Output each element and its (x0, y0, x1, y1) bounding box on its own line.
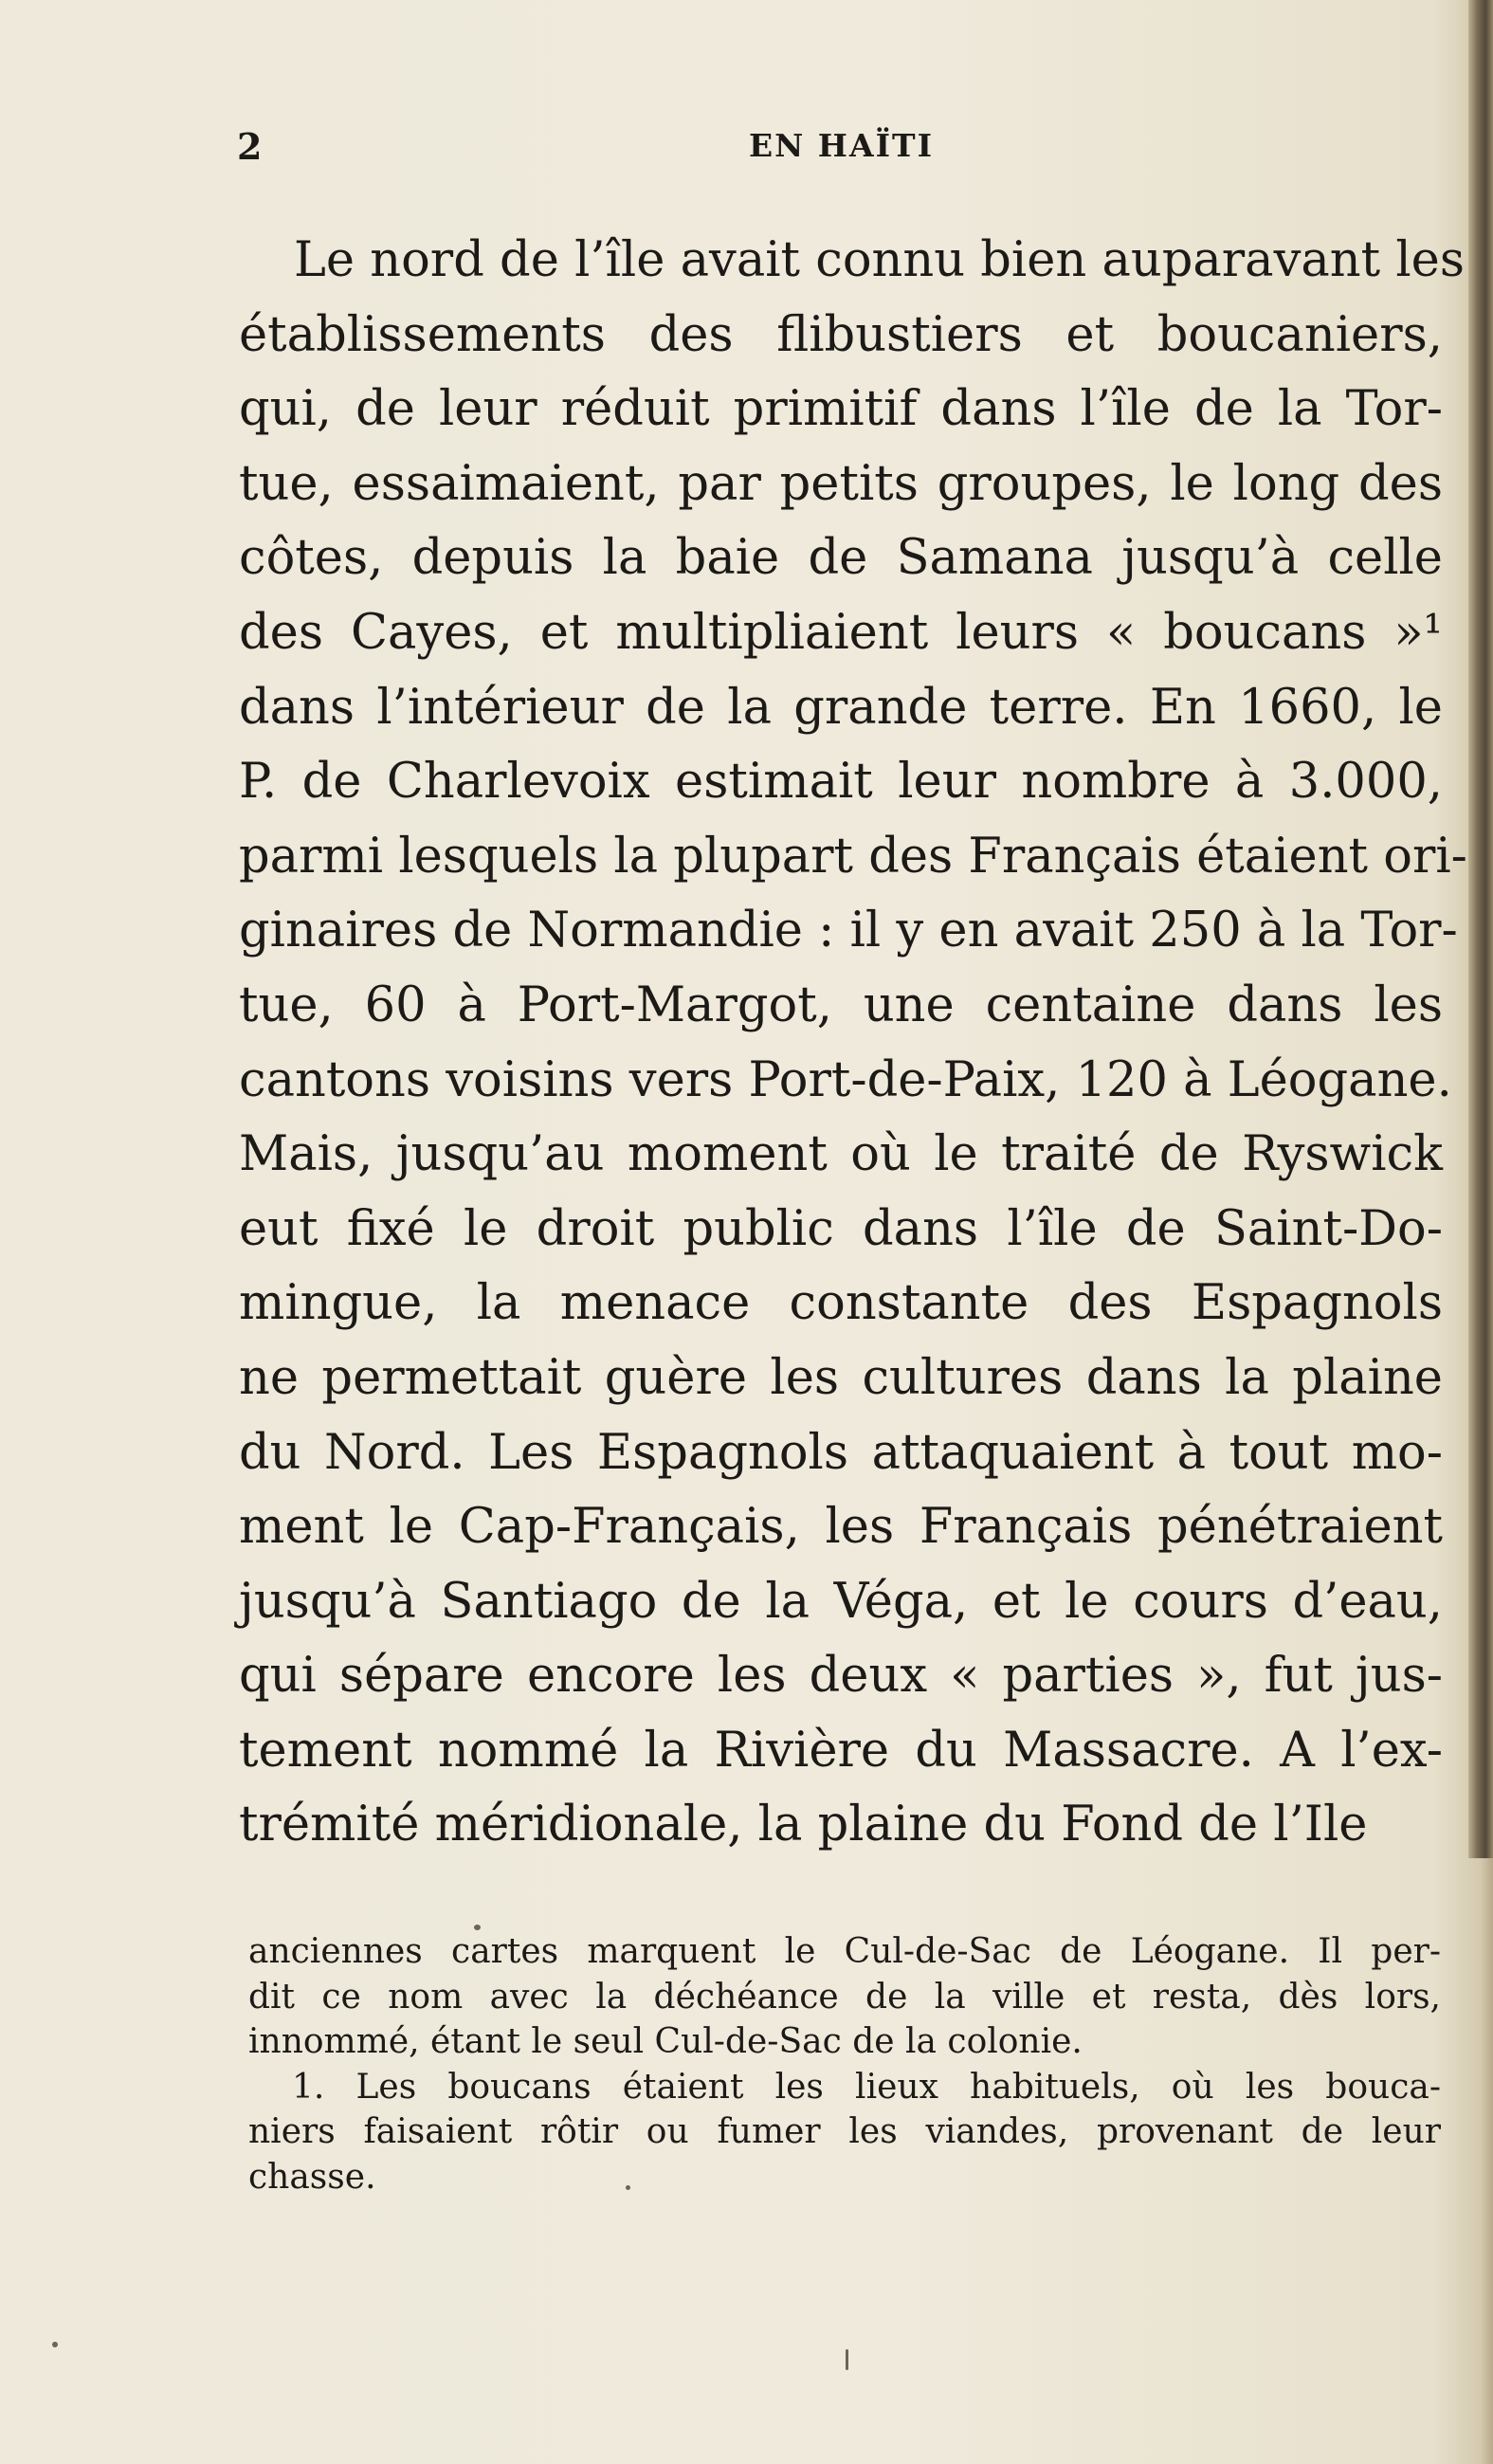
footnote-line: chasse. (248, 2157, 376, 2197)
body-line: mingue, la menace constante des Espagnols (239, 1275, 1443, 1332)
footnote-line: innommé, étant le seul Cul-de-Sac de la colonie. (248, 2022, 1083, 2061)
page-header (237, 125, 1450, 182)
footnote-line: niers faisaient rôtir ou fumer les viandes, provenant de leur (248, 2112, 1441, 2151)
body-line: Mais, jusqu’au moment où le traité de Ryswick (239, 1126, 1443, 1183)
body-line: qui sépare encore les deux « parties », fut jus- (239, 1648, 1443, 1705)
body-line: cantons voisins vers Port-de-Paix, 120 à Léogane. (239, 1051, 1452, 1108)
body-line: tement nommé la Rivière du Massacre. A l’ex- (239, 1722, 1443, 1779)
body-line: parmi lesquels la plupart des Français étaient ori- (239, 828, 1467, 885)
body-line: Le nord de l’île avait connu bien auparavant les (294, 232, 1466, 288)
body-line: ne permettait guère les cultures dans la plaine (239, 1349, 1443, 1406)
body-line: P. de Charlevoix estimait leur nombre à 3.000, (239, 754, 1443, 811)
body-line: tue, essaimaient, par petits groupes, le long des (239, 455, 1443, 512)
page-edge-shadow (1468, 0, 1493, 1858)
body-line: qui, de leur réduit primitif dans l’île de la Tor- (239, 381, 1443, 438)
body-line: dans l’intérieur de la grande terre. En 1660, le (239, 679, 1443, 736)
body-line: eut fixé le droit public dans l’île de Saint-Do- (239, 1200, 1443, 1257)
body-line: des Cayes, et multipliaient leurs « boucans »¹ (239, 604, 1443, 661)
paper-speck (52, 2342, 58, 2347)
page-edge-shadow-lower (1480, 1858, 1493, 2464)
body-line: jusqu’à Santiago de la Véga, et le cours d’eau, (239, 1573, 1443, 1630)
body-text (239, 224, 1467, 1863)
footnote-line: anciennes cartes marquent le Cul-de-Sac de Léogane. Il per- (248, 1932, 1441, 1971)
footnote-line: 1. Les boucans étaient les lieux habituels, où les bouca- (292, 2067, 1441, 2107)
footnote-line: dit ce nom avec la déchéance de la ville et resta, dès lors, (248, 1977, 1441, 2017)
running-head: EN HAÏTI (749, 127, 935, 164)
body-line: établissements des flibustiers et boucaniers, (239, 306, 1443, 363)
page-number: 2 (237, 125, 263, 168)
body-line: du Nord. Les Espagnols attaquaient à tout mo- (239, 1424, 1443, 1481)
body-line: ment le Cap-Français, les Français pénétraient (239, 1499, 1443, 1556)
paper-speck (474, 1925, 481, 1930)
body-line: tue, 60 à Port-Margot, une centaine dans les (239, 976, 1443, 1033)
body-line: ginaires de Normandie : il y en avait 250 à la Tor- (239, 903, 1458, 959)
paper-speck (626, 2185, 630, 2190)
paper-speck (846, 2349, 848, 2370)
body-line: côtes, depuis la baie de Samana jusqu’à celle (239, 530, 1443, 587)
footnotes (248, 1929, 1441, 2199)
body-line: trémité méridionale, la plaine du Fond de l’Ile (239, 1797, 1368, 1853)
